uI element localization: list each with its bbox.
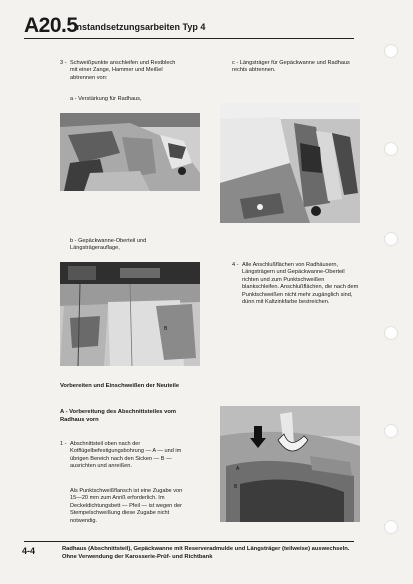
step-3c-text: c - Längsträger für Gepäckwanne und Radhaus rechts abtrennen. bbox=[232, 60, 350, 74]
section-code: A20.5 bbox=[24, 14, 78, 37]
punch-hole bbox=[384, 520, 398, 534]
punch-hole bbox=[384, 142, 398, 156]
section-title: Instandsetzungsarbeiten Typ 4 bbox=[74, 22, 206, 32]
step-4-number: 4 - bbox=[232, 262, 239, 268]
photo-longitudinal-members bbox=[220, 103, 360, 223]
photo-luggage-compartment-upper bbox=[60, 262, 200, 366]
photo-wheel-arch-reinforcement bbox=[60, 113, 200, 191]
step-3-text: Schweißpunkte anschleifen und Restblech mit einer Zange, Hammer und Meißel abtrennen von: bbox=[70, 60, 176, 81]
step-3-number: 3 - bbox=[60, 60, 67, 66]
step-4-text: Alle Anschlußflächen von Radhäusern, Längsträgern und Gepäckwanne-Oberteil richten und zum Punktschweißen blankschleifen. Anschlußflächen, die nach dem Punktschweißen nicht mehr zugänglich sind, dünn mit Kaltzinkfarbe bestreichen. bbox=[242, 262, 359, 306]
step-3b-text: b - Gepäckwanne-Oberteil und Längsträgerauflage, bbox=[70, 238, 147, 252]
punch-hole bbox=[384, 326, 398, 340]
punch-hole bbox=[384, 424, 398, 438]
section-step-1-text: Abschnittsteil oben nach der Kotflügelbefestigungsbohrung — A — und im übrigen Bereich nach den Sicken — B — ausrichten und anreißen. bbox=[70, 441, 182, 470]
photo-4-label-a: A bbox=[236, 466, 240, 472]
step-4 bbox=[232, 262, 362, 306]
step-3a-text: a - Verstärkung für Radhaus, bbox=[70, 96, 142, 102]
punch-hole bbox=[384, 44, 398, 58]
header-rule bbox=[24, 38, 354, 39]
note-text: Als Punktschweißflansch ist eine Zugabe von 15—20 mm zum Anriß erforderlich. Im Deckeldichtungsbett — Pfeil — ist wegen der Stempelschweißung diese Zugabe nicht notwendig. bbox=[70, 488, 183, 524]
page-number: 4-4 bbox=[22, 546, 36, 556]
footer-rule bbox=[24, 541, 354, 542]
photo-4-label-b: B bbox=[234, 484, 238, 490]
step-3 bbox=[60, 60, 178, 82]
footer-title: Radhaus (Abschnittsteil), Gepäckwanne mit Reserveradmulde und Längsträger (teilweise) auswechseln. Ohne Verwendung der Karosserie-Prüf- und Richtbank bbox=[62, 546, 350, 560]
photo-wheel-arch-cut-part bbox=[220, 406, 360, 522]
section-heading: Vorbereiten und Einschweißen der Neuteile bbox=[60, 383, 180, 389]
section-step-1 bbox=[60, 441, 182, 471]
subsection-a-heading: A - Vorbereitung des Abschnittsteiles vom Radhaus vorn bbox=[60, 409, 177, 423]
punch-hole bbox=[384, 232, 398, 246]
section-step-1-number: 1 - bbox=[60, 441, 67, 447]
photo-3-label-b: B bbox=[164, 326, 168, 332]
